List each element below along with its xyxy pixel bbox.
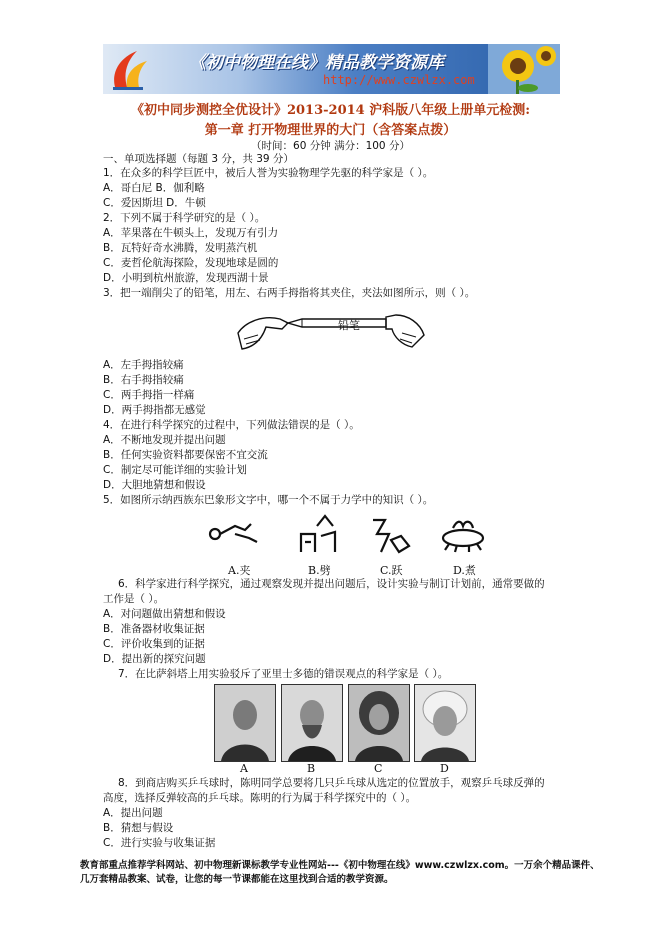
q5-stem: 5．如图所示纳西族东巴象形文字中，哪一个不属于力学中的知识（ ）。 [103, 494, 434, 506]
q4-stem: 4．在进行科学探究的过程中，下列做法错误的是（ ）。 [103, 419, 360, 431]
q7-label-d: D [440, 762, 449, 775]
q7-stem: 7．在比萨斜塔上用实验驳斥了亚里士多德的错误观点的科学家是（ ）。 [118, 668, 449, 680]
q8-option-c: C．进行实验与收集证据 [103, 837, 216, 849]
q3-option-d: D．两手拇指都无感觉 [103, 404, 206, 416]
q3-option-a: A．左手拇指较痛 [103, 359, 184, 371]
q6-option-d: D．提出新的探究问题 [103, 653, 206, 665]
document-title-line1: 《初中同步测控全优设计》2013-2014 沪科版八年级上册单元检测: [130, 103, 531, 118]
pencil-label: 铅笔 [338, 319, 360, 332]
exam-meta: （时间：60 分钟 满分：100 分） [251, 140, 410, 152]
q7-label-b: B [307, 762, 316, 775]
q2-option-a: A．苹果落在牛顿头上，发现万有引力 [103, 227, 279, 239]
q2-option-d: D．小明到杭州旅游，发现西湖十景 [103, 272, 269, 284]
q3-stem: 3．把一端削尖了的铅笔，用左、右两手拇指将其夹住，夹法如图所示，则（ ）。 [103, 287, 476, 299]
right-hand-icon [386, 315, 424, 347]
sunflower-icon [488, 44, 560, 94]
q6-option-b: B．准备器材收集证据 [103, 623, 205, 635]
section-heading: 一、单项选择题（每题 3 分，共 39 分） [103, 153, 294, 165]
banner-title: 《初中物理在线》精品教学资源库 [189, 53, 444, 73]
dongba-clamp-icon [210, 524, 257, 542]
q5-label-c: C.跃 [380, 564, 403, 577]
q2-option-b: B．瓦特好奇水沸腾，发明蒸汽机 [103, 242, 258, 254]
q5-label-b: B.劈 [308, 564, 331, 577]
q8-stem-line2: 高度，选择反弹较高的乒乓球。陈明的行为属于科学探究中的（ ）。 [103, 792, 417, 804]
q1-stem: 1．在众多的科学巨匠中，被后人誉为实验物理学先驱的科学家是（ ）。 [103, 167, 434, 179]
q2-stem: 2．下列不属于科学研究的是（ ）。 [103, 212, 266, 224]
footer-line1: 教育部重点推荐学科网站、初中物理新课标教学专业性网站---《初中物理在线》www.czwlzx.com。一万余个精品课件、 [80, 860, 600, 871]
portrait-a [214, 684, 276, 762]
q6-option-c: C．评价收集到的证据 [103, 638, 205, 650]
dongba-boil-icon [443, 522, 483, 552]
banner-url[interactable]: http://www.czwlzx.com [323, 73, 475, 87]
q8-option-b: B．猜想与假设 [103, 822, 174, 834]
q4-option-a: A．不断地发现并提出问题 [103, 434, 226, 446]
q2-option-c: C．麦哲伦航海探险，发现地球是圆的 [103, 257, 279, 269]
pencil-icon [288, 319, 386, 327]
q8-option-a: A．提出问题 [103, 807, 163, 819]
portrait-d [414, 684, 476, 762]
q1-options-ab: A．哥白尼 B．伽利略 [103, 182, 205, 194]
q4-option-b: B．任何实验资料都要保密不宜交流 [103, 449, 268, 461]
q6-option-a: A．对问题做出猜想和假设 [103, 608, 226, 620]
q6-stem-line2: 工作是（ ）。 [103, 593, 165, 605]
q4-option-d: D．大胆地猜想和假设 [103, 479, 206, 491]
q5-label-a: A.夹 [228, 564, 251, 577]
q3-option-c: C．两手拇指一样痛 [103, 389, 195, 401]
site-logo-icon [107, 47, 153, 91]
site-banner [103, 44, 560, 94]
q3-option-b: B．右手拇指较痛 [103, 374, 184, 386]
q1-options-cd: C．爱因斯坦 D．牛顿 [103, 197, 206, 209]
dongba-glyphs-figure [205, 512, 495, 558]
pencil-figure [236, 303, 426, 355]
dongba-leap-icon [373, 520, 409, 552]
document-title-line2: 第一章 打开物理世界的大门（含答案点拨） [204, 123, 457, 138]
q7-label-a: A [240, 762, 248, 775]
footer-line2: 几万套精品教案、试卷，让您的每一节课都能在这里找到合适的教学资源。 [80, 874, 394, 885]
left-hand-icon [238, 318, 288, 349]
dongba-split-icon [301, 516, 335, 552]
q5-label-d: D.煮 [453, 564, 476, 577]
portrait-c [348, 684, 410, 762]
q6-stem-line1: 6．科学家进行科学探究，通过观察发现并提出问题后，设计实验与制订计划前，通常要做的 [118, 578, 545, 590]
q4-option-c: C．制定尽可能详细的实验计划 [103, 464, 247, 476]
portrait-b [281, 684, 343, 762]
q8-stem-line1: 8．到商店购买乒乓球时，陈明同学总要将几只乒乓球从选定的位置放手，观察乒乓球反弹的 [118, 777, 545, 789]
q7-label-c: C [374, 762, 383, 775]
